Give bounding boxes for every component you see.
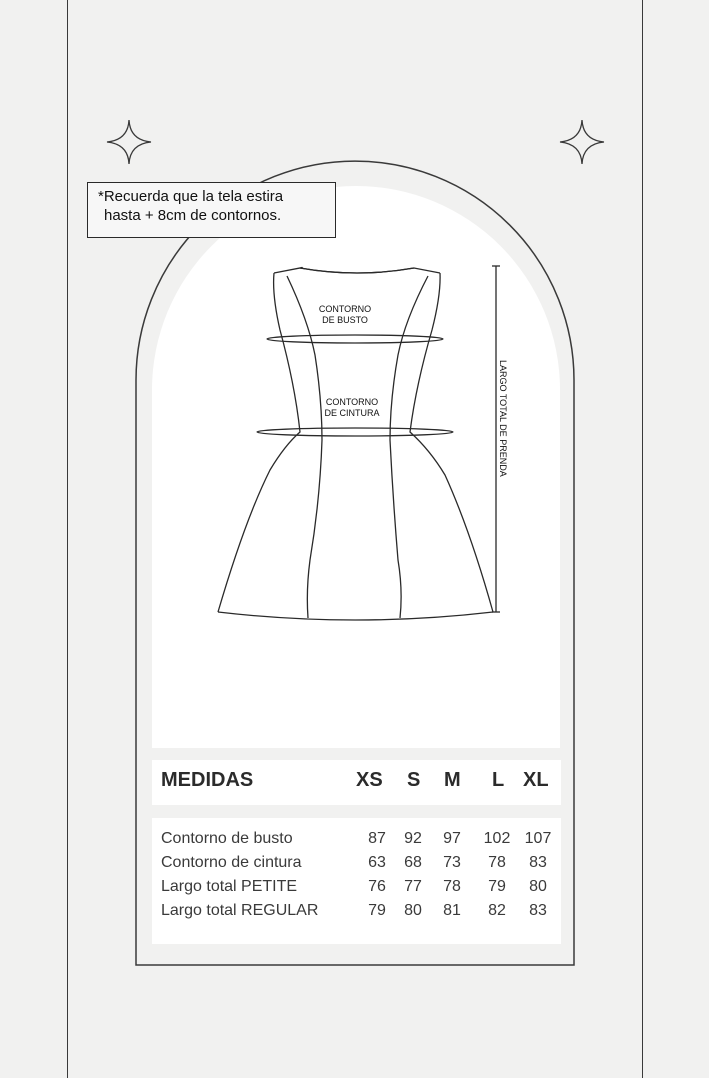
length-label: LARGO TOTAL DE PRENDA (498, 360, 508, 477)
note-line-2: hasta + 8cm de contornos. (104, 207, 282, 224)
size-l: L (492, 769, 505, 791)
size-table-header (152, 760, 561, 805)
size-m: M (444, 769, 461, 791)
size-s: S (407, 769, 421, 791)
note-line-1: *Recuerda que la tela estira (98, 188, 284, 205)
stretch-note (87, 182, 336, 238)
waist-label: CONTORNO DE CINTURA (324, 397, 380, 418)
bust-label: CONTORNO DE BUSTO (318, 304, 372, 325)
table-row: Contorno de cintura 63 68 73 78 83 (161, 854, 547, 871)
table-row: Contorno de busto 87 92 97 102 107 (161, 830, 552, 847)
table-row: Largo total REGULAR 79 80 81 82 83 (161, 902, 547, 919)
table-title: MEDIDAS (161, 769, 254, 791)
sparkle-icon-left (107, 120, 151, 164)
size-table-body (152, 818, 561, 944)
table-row: Largo total PETITE 76 77 78 79 80 (161, 878, 547, 895)
sparkle-icon-right (560, 120, 604, 164)
size-xl: XL (523, 769, 549, 791)
size-xs: XS (356, 769, 383, 791)
